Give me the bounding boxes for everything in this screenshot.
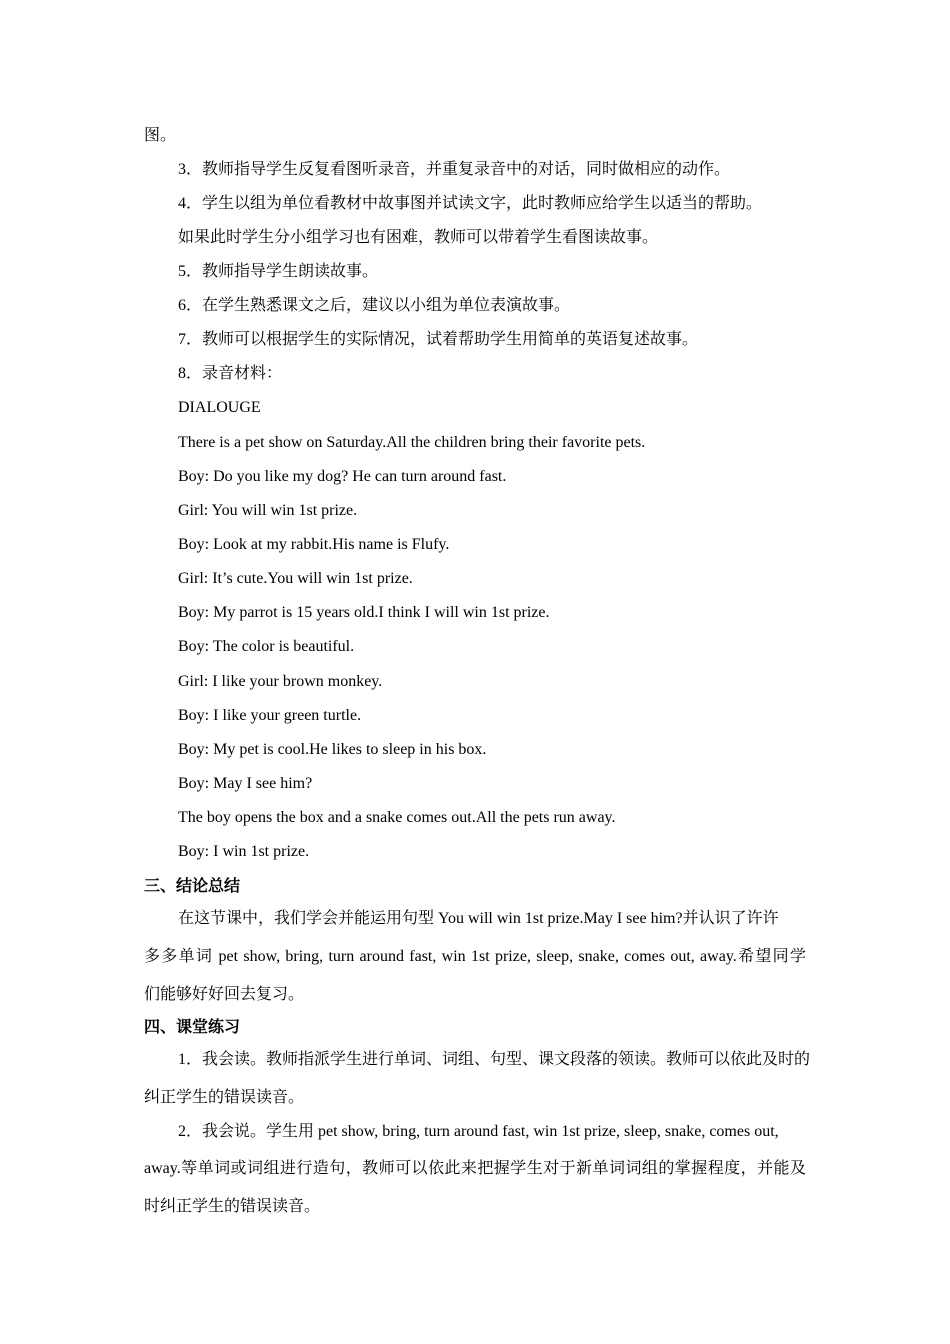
dialogue-line: Boy: May I see him? xyxy=(178,775,313,792)
dialogue-line: Boy: My parrot is 15 years old.I think I will win 1st prize. xyxy=(178,604,550,621)
step-7-text: 7．教师可以根据学生的实际情况，试着帮助学生用简单的英语复述故事。 xyxy=(178,331,699,348)
section-heading-conclusion: 三、结论总结 xyxy=(144,878,241,895)
dialogue-line: Girl: It’s cute.You will win 1st prize. xyxy=(178,570,413,587)
step-3-text: 3．教师指导学生反复看图听录音，并重复录音中的对话，同时做相应的动作。 xyxy=(178,161,731,178)
dialogue-line: Girl: You will win 1st prize. xyxy=(178,502,358,519)
step-5-text: 5．教师指导学生朗读故事。 xyxy=(178,263,379,280)
practice-2-text: away.等单词或词组进行造句，教师可以依此来把握学生对于新单词词组的掌握程度，并能及 xyxy=(144,1160,806,1177)
dialogue-line: Boy: I like your green turtle. xyxy=(178,707,362,724)
text-line-continuation: 图。 xyxy=(144,127,177,144)
dialogue-line: Girl: I like your brown monkey. xyxy=(178,673,383,690)
conclusion-text: 们能够好好回去复习。 xyxy=(144,986,305,1003)
dialogue-line: Boy: My pet is cool.He likes to sleep in his box. xyxy=(178,741,487,758)
dialogue-title: DIALOUGE xyxy=(178,399,261,416)
practice-1-text: 1．我会读。教师指派学生进行单词、词组、句型、课文段落的领读。教师可以依此及时的 xyxy=(178,1051,811,1068)
step-6-text: 6．在学生熟悉课文之后，建议以小组为单位表演故事。 xyxy=(178,297,571,314)
dialogue-line: Boy: The color is beautiful. xyxy=(178,638,355,655)
step-8-text: 8．录音材料： xyxy=(178,365,283,382)
dialogue-line: There is a pet show on Saturday.All the children bring their favorite pets. xyxy=(178,434,646,451)
dialogue-line: The boy opens the box and a snake comes out.All the pets run away. xyxy=(178,809,616,826)
step-4-continuation: 如果此时学生分小组学习也有困难，教师可以带着学生看图读故事。 xyxy=(178,229,659,246)
step-4-text: 4．学生以组为单位看教材中故事图并试读文字，此时教师应给学生以适当的帮助。 xyxy=(178,195,763,212)
dialogue-line: Boy: Look at my rabbit.His name is Flufy. xyxy=(178,536,450,553)
section-heading-practice: 四、课堂练习 xyxy=(144,1019,241,1036)
practice-2-text: 2．我会说。学生用 pet show, bring, turn around fast, win 1st prize, sleep, snake, comes out, xyxy=(178,1123,779,1140)
practice-2-text: 时纠正学生的错误读音。 xyxy=(144,1198,321,1215)
conclusion-text: 多多单词 pet show, bring, turn around fast, win 1st prize, sleep, snake, comes out, away.希望同学 xyxy=(144,948,806,965)
conclusion-text: 在这节课中，我们学会并能运用句型 You will win 1st prize.May I see him?并认识了许许 xyxy=(178,910,779,927)
dialogue-line: Boy: I win 1st prize. xyxy=(178,843,310,860)
practice-1-text: 纠正学生的错误读音。 xyxy=(144,1089,305,1106)
dialogue-line: Boy: Do you like my dog? He can turn around fast. xyxy=(178,468,507,485)
